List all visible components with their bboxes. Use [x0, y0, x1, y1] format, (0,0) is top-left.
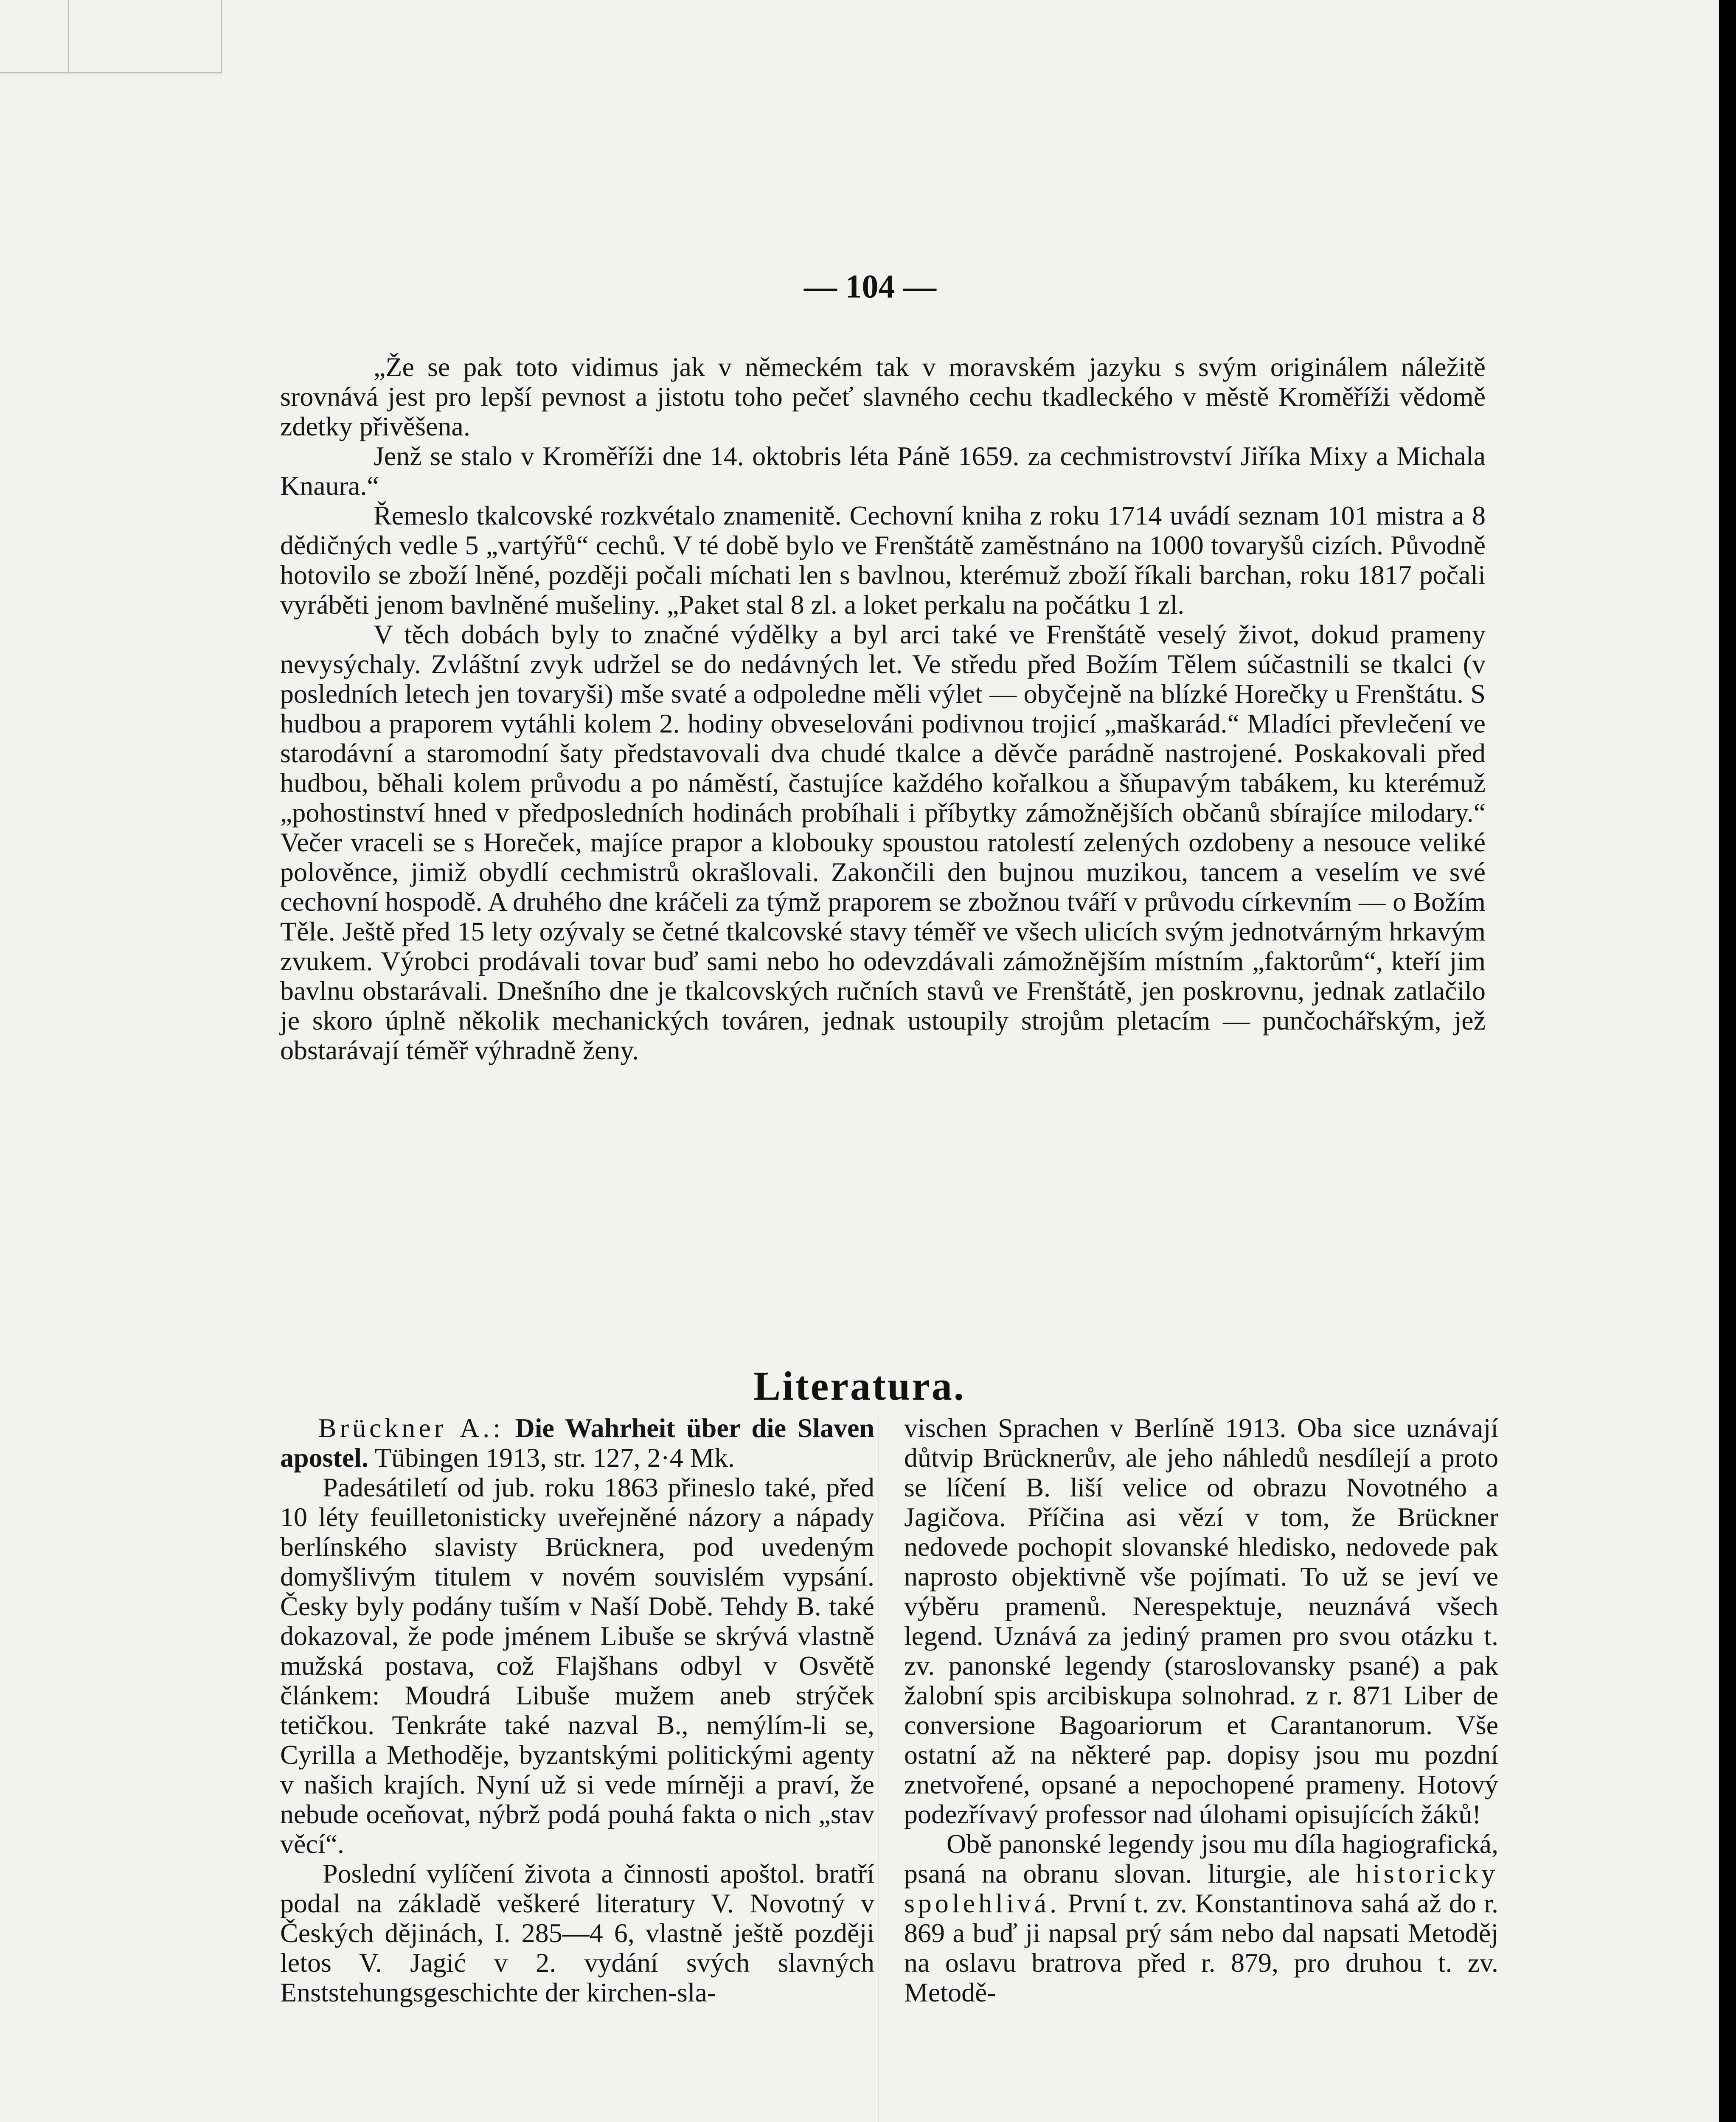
paragraph: Poslední vylíčení života a činnosti apoštol. bratří podal na základě veškeré literatury V. Novotný v Českých dějinách, I. 285—4 6, vlastně ještě později letos V. Jagić v 2. vydání svých slavných Enststehungsgeschichte der kirchen-sla-	[280, 1858, 874, 2007]
section-heading: Literatura.	[753, 1363, 966, 1409]
page-number: — 104 —	[804, 268, 936, 305]
main-text	[280, 352, 1486, 1065]
text-run: První t. zv. Konstantinova sahá až do r. 869 a buď ji napsal prý sám nebo dal napsati Metoděj na oslavu bratrova před r. 879, pro druhou t. zv. Metodě-	[904, 1888, 1498, 2007]
column-gutter	[878, 1417, 879, 2122]
paragraph: Padesátiletí od jub. roku 1863 přineslo také, před 10 léty feuilletonisticky uveřejněné názory a nápady berlínského slavisty Brücknera, pod uvedeným domyšlivým titulem v novém souvislém vypsání. Česky byly podány tuším v Naší Době. Tehdy B. také dokazoval, že pode jménem Libuše se skrývá vlastně mužská postava, což Flajšhans odbyl v Osvětě článkem: Moudrá Libuše mužem aneb strýček tetičkou. Tenkráte také nazval B., nemýlím-li se, Cyrilla a Methoděje, byzantskými politickými agenty v našich krajích. Nyní už si vede mírněji a praví, že nebude oceňovat, nýbrž podá pouhá fakta o nich „stav věcí“.	[280, 1472, 874, 1859]
review-right-column	[904, 1413, 1498, 2007]
paragraph: V těch dobách byly to značné výdělky a byl arci také ve Frenštátě veselý život, dokud prameny nevysýchaly. Zvláštní zvyk udržel se do nedávných let. Ve středu před Božím Tělem súčastnili se tkalci (v posledních letech jen tovaryši) mše svaté a odpoledne měli výlet — obyčejně na blízké Horečky u Frenštátu. S hudbou a praporem vytáhli kolem 2. hodiny obveselováni podivnou trojicí „maškarád.“ Mladíci převlečení ve starodávní a staromodní šaty představovali dva chudé tkalce a děvče parádně nastrojené. Poskakovali před hudbou, běhali kolem průvodu a po náměstí, častujíce každého kořalkou a šňupavým tabákem, ku kterémuž „pohostinství hned v předposledních hodinách probíhali i příbytky zámožnějších občanů sbírajíce milodary.“ Večer vraceli se s Horeček, majíce prapor a klobouky spoustou ratolestí zelených ozdobeny a nesouce veliké polověnce, jimiž obydlí cechmistrů okrašlovali. Zakončili den bujnou muzikou, tancem a veselím ve své cechovní hospodě. A druhého dne kráčeli za týmž praporem se zbožnou tváří v průvodu církevním — o Božím Těle. Ještě před 15 lety ozývaly se četné tkalcovské stavy téměř ve všech ulicích svým jednotvárným hrkavým zvukem. Výrobci prodávali tovar buď sami nebo ho odevzdávali zámožnějším místním „faktorům“, kteří jim bavlnu obstarávali. Dnešního dne je tkalcovských ručních stavů ve Frenštátě, jen poskrovnu, jednak zatlačilo je skoro úplně několik mechanických továren, jednak ustoupily strojům pletacím — punčochářským, jež obstarávají téměř výhradně ženy.	[280, 619, 1486, 1065]
review-author: Brückner A.:	[318, 1413, 504, 1443]
paragraph	[904, 1829, 1498, 2007]
paragraph: vischen Sprachen v Berlíně 1913. Oba sice uznávají důtvip Brücknerův, ale jeho náhledů nesdílejí a proto se líčení B. liší velice od obrazu Novotného a Jagičova. Příčina asi vězí v tom, že Brückner nedovede pochopit slovanské hledisko, nedovede pak naprosto objektivně vše pojímati. To už se jeví ve výběru pramenů. Nerespektuje, neuznává všech legend. Uznává za jediný pramen pro svou otázku t. zv. panonské legendy (staroslovansky psané) a pak žalobní spis arcibiskupa solnohrad. z r. 871 Liber de conversione Bagoariorum et Carantanorum. Vše ostatní až na některé pap. dopisy jsou mu pozdní znetvořené, opsané a nepochopené prameny. Hotový podezřívavý professor nad úlohami opisujících žáků!	[904, 1413, 1498, 1829]
emphasized-text: historicky spolehlivá.	[904, 1858, 1499, 1918]
review-citation	[280, 1413, 874, 1473]
text-run: Obě panonské legendy jsou mu díla hagiografická, psaná na obranu slovan. liturgie, ale	[904, 1829, 1498, 1889]
paragraph: Jenž se stalo v Kroměříži dne 14. oktobris léta Páně 1659. za cechmistrovství Jiříka Mixy a Michala Knaura.“	[280, 441, 1486, 501]
review-details: Tübingen 1913, str. 127, 2·4 Mk.	[374, 1443, 735, 1473]
review-left-column	[280, 1413, 874, 2007]
paragraph: Řemeslo tkalcovské rozkvétalo znamenitě. Cechovní kniha z roku 1714 uvádí seznam 101 mistra a 8 dědičných vedle 5 „vartýřů“ cechů. V té době bylo ve Frenštátě zaměstnáno na 1000 tovaryšů cizích. Původně hotovilo se zboží lněné, později počali míchati len s bavlnou, kterémuž zboží říkali barchan, roku 1817 počali vyráběti jenom bavlněné mušeliny. „Paket stal 8 zl. a loket perkalu na počátku 1 zl.	[280, 500, 1486, 620]
scan-edge-mark	[0, 0, 222, 73]
review-title: Die Wahrheit über die Slaven apostel.	[280, 1413, 875, 1473]
paragraph: „Že se pak toto vidimus jak v německém tak v moravském jazyku s svým originálem náležitě srovnává jest pro lepší pevnost a jistotu toho pečeť slavného cechu tkadleckého v městě Kroměříži vědomě zdetky přivěšena.	[280, 352, 1486, 441]
